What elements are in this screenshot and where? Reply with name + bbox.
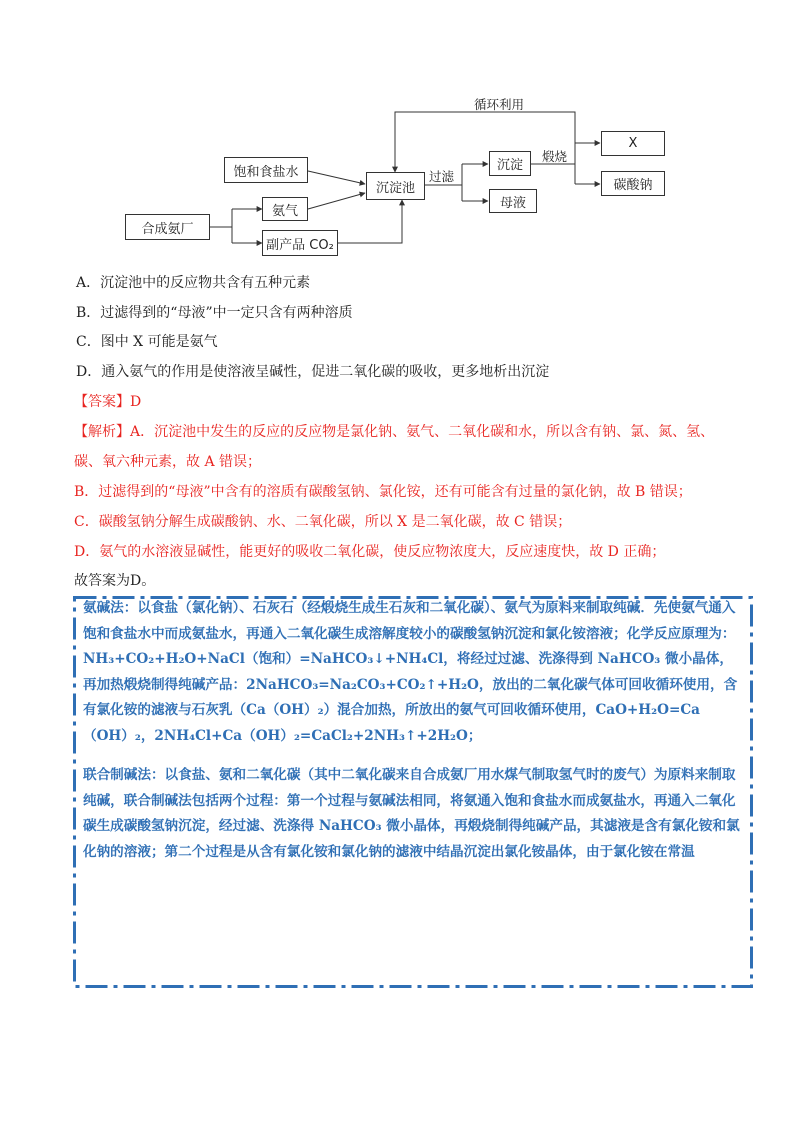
diagram-connectors [0,0,800,270]
note-text [83,596,743,865]
note-paragraph-combined-process: 联合制碱法：以食盐、氨和二氧化碳（其中二氧化碳来自合成氨厂用水煤气制取氢气时的废气）为原料来制取纯碱，联合制碱法包括两个过程：第一个过程与氨碱法相同，将氨通入饱和食盐水而成氨盐水，再通入二氧化碳生成碳酸氢钠沉淀，经过滤、洗涤得 NaHCO₃ 微小晶体，再煅烧制得纯碱产品，其滤液是含有氯化铵和氯化钠的溶液；第二个过程是从含有氯化铵和氯化钠的滤液中结晶沉淀出氯化铵晶体，由于氯化铵在常温 [83,767,740,860]
label-filter: 过滤 [429,169,455,184]
node-x: X [601,131,665,156]
option-c: C．图中 X 可能是氨气 [76,334,218,350]
plant-branch [210,209,232,243]
option-a: A．沉淀池中的反应物共含有五种元素 [76,275,311,291]
label-recycle: 循环利用 [474,97,525,112]
label-calcine: 煅烧 [542,149,568,164]
node-precipitate: 沉淀 [489,151,531,176]
node-byproduct-co2: 副产品 CO₂ [262,230,338,256]
answer-label: 【答案】D [74,394,142,410]
node-sodium-carbonate: 碳酸钠 [601,171,665,196]
co2-arrow [338,200,402,243]
analysis-line-2: 碳、氧六种元素，故 A 错误； [74,454,262,470]
analysis-line-3: B．过滤得到的“母液”中含有的溶质有碳酸氢钠、氯化铵，还有可能含有过量的氯化钠，故 B 错误； [74,484,692,500]
option-d: D．通入氨气的作用是使溶液呈碱性，促进二氧化碳的吸收，更多地析出沉淀 [76,364,550,380]
conclusion: 故答案为D。 [74,573,156,589]
node-ammonia-plant: 合成氨厂 [125,214,210,240]
node-ammonia: 氨气 [262,197,308,221]
option-b: B．过滤得到的“母液”中一定只含有两种溶质 [76,305,353,321]
ammonia-arrow [308,193,365,209]
note-paragraph-ammonia-soda: 氨碱法：以食盐（氯化钠）、石灰石（经煅烧生成生石灰和二氧化碳）、氨气为原料来制取纯碱．先使氨气通入饱和食盐水中而成氨盐水，再通入二氧化碳生成溶解度较小的碳酸氢钠沉淀和氯化铵溶液；化学反应原理为：NH₃+CO₂+H₂O+NaCl（饱和）=NaHCO₃↓+NH₄Cl，将经过过滤、洗涤得到 NaHCO₃ 微小晶体，再加热煅烧制得纯碱产品：2NaHCO₃=Na₂CO₃+CO₂↑+H₂O，放出的二氧化碳气体可回收循环使用，含有氯化铵的滤液与石灰乳（Ca（OH）₂）混合加热，所放出的氨气可回收循环使用，CaO+H₂O=Ca（OH）₂，2NH₄Cl+Ca（OH）₂=CaCl₂+2NH₃↑+2H₂O； [83,600,738,744]
node-saturated-brine: 饱和食盐水 [224,157,308,183]
knowledge-note-box [73,596,753,988]
analysis-line-4: C．碳酸氢钠分解生成碳酸钠、水、二氧化碳，所以 X 是二氧化碳，故 C 错误； [74,514,572,530]
analysis-line-5: D．氨气的水溶液显碱性，能更好的吸收二氧化碳，使反应物浓度大，反应速度快，故 D 正确； [74,544,666,560]
node-mother-liquor: 母液 [489,189,537,213]
node-settling-tank: 沉淀池 [366,172,425,200]
brine-arrow [308,171,365,184]
analysis-line-1: 【解析】A．沉淀池中发生的反应的反应物是氯化钠、氨气、二氧化碳和水，所以含有钠、氯、氮、氢、 [74,424,715,440]
